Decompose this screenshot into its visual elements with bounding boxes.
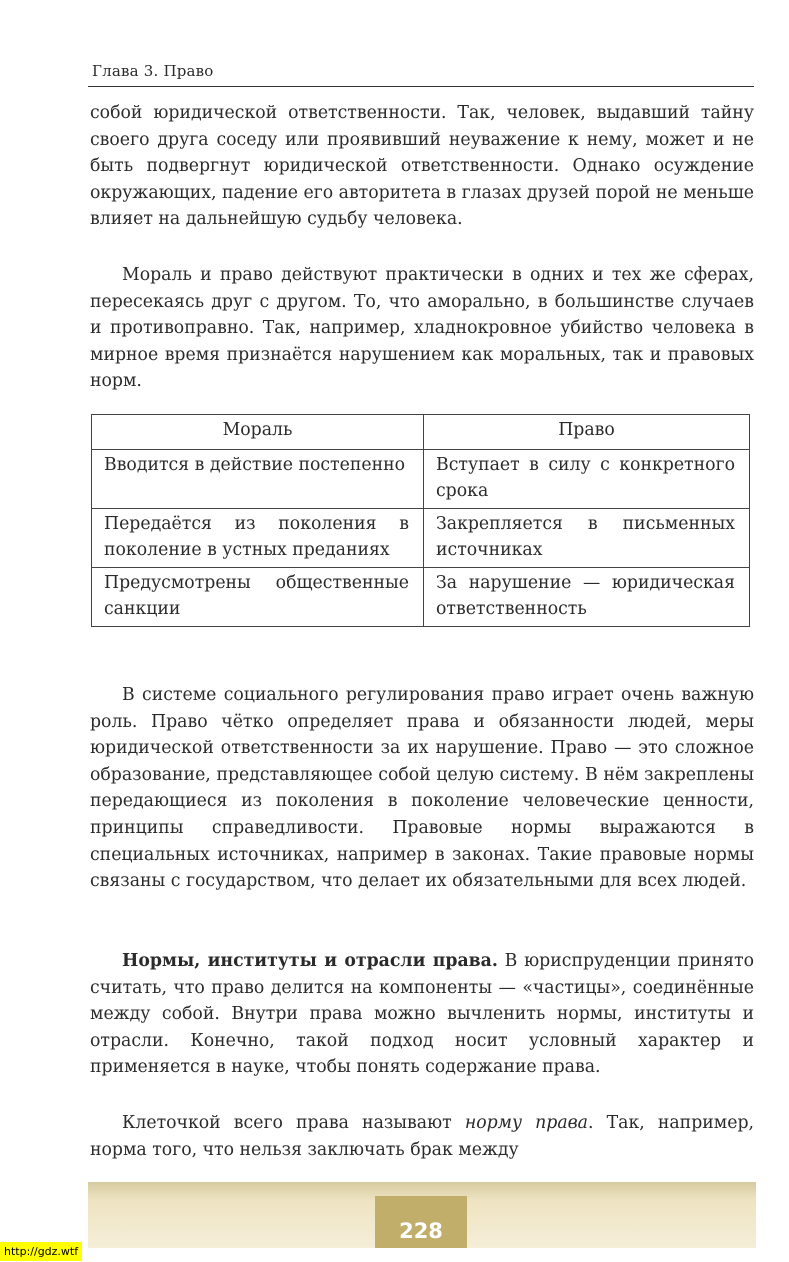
paragraph [90,948,754,1081]
emphasized-term: норму права [464,1113,588,1133]
paragraph [90,1110,754,1163]
paragraph-text-rest: В юриспруденции принято считать, что право делится на компоненты — «частицы», соединённые между собой. Внутри права можно вычленить нормы, институты и отрасли. Конечно, такой подход носит условный характер и применяется в науке, чтобы понять содержание права. [90,951,754,1078]
paragraph [90,100,754,233]
column-header-law: Право [424,415,750,450]
paragraph-text-end: . Так, например, норма того, что нельзя заключать брак между [90,1113,754,1160]
column-header-morality: Мораль [92,415,424,450]
running-header: Глава 3. Право [92,62,214,80]
paragraph-text: В системе социального регулирования право играет очень важную роль. Право чётко определяет права и обязанности людей, меры юридической ответственности за их нарушение. Право — это сложное образование, представляющее собой целую систему. В нём закреплены передающиеся из поколения в поколение человеческие ценности, принципы справедливости. Правовые нормы выражаются в специальных источниках, например в законах. Такие правовые нормы связаны с государством, что делает их обязательными для всех людей. [90,685,754,892]
paragraph [90,682,754,895]
table-cell: Предусмотрены общественные санкции [92,568,424,627]
watermark-link[interactable]: http://gdz.wtf [0,1242,82,1261]
paragraph-text-start: Клеточкой всего права называют [122,1113,465,1133]
table-cell: Закрепляется в письменных источниках [424,509,750,568]
table-cell: Вступает в силу с конкретного срока [424,450,750,509]
table-row [92,568,750,627]
table-cell: Вводится в действие постепенно [92,450,424,509]
table-row [92,450,750,509]
paragraph [90,262,754,395]
table-cell: За нарушение — юридическая ответственность [424,568,750,627]
header-rule [88,86,754,87]
paragraph-text [90,948,754,1081]
section-heading: Нормы, институты и отрасли права. [122,951,498,971]
paragraph-text: Мораль и право действуют практически в одних и тех же сферах, пересекаясь друг с другом. То, что аморально, в большинстве случаев и противоправно. Так, например, хладнокровное убийство человека в мирное время признаётся нарушением как моральных, так и правовых норм. [90,265,754,392]
page-number: 228 [399,1219,443,1243]
table-cell: Передаётся из поколения в поколение в устных преданиях [92,509,424,568]
morality-law-comparison-table [91,414,750,627]
table-header-row [92,415,750,450]
paragraph-text [90,1110,754,1163]
paragraph-text: собой юридической ответственности. Так, человек, выдавший тайну своего друга соседу или проявивший неуважение к нему, может и не быть подвергнут юридической ответственности. Однако осуждение окружающих, падение его авторитета в глазах друзей порой не меньше влияет на дальнейшую судьбу человека. [90,103,754,230]
table-row [92,509,750,568]
